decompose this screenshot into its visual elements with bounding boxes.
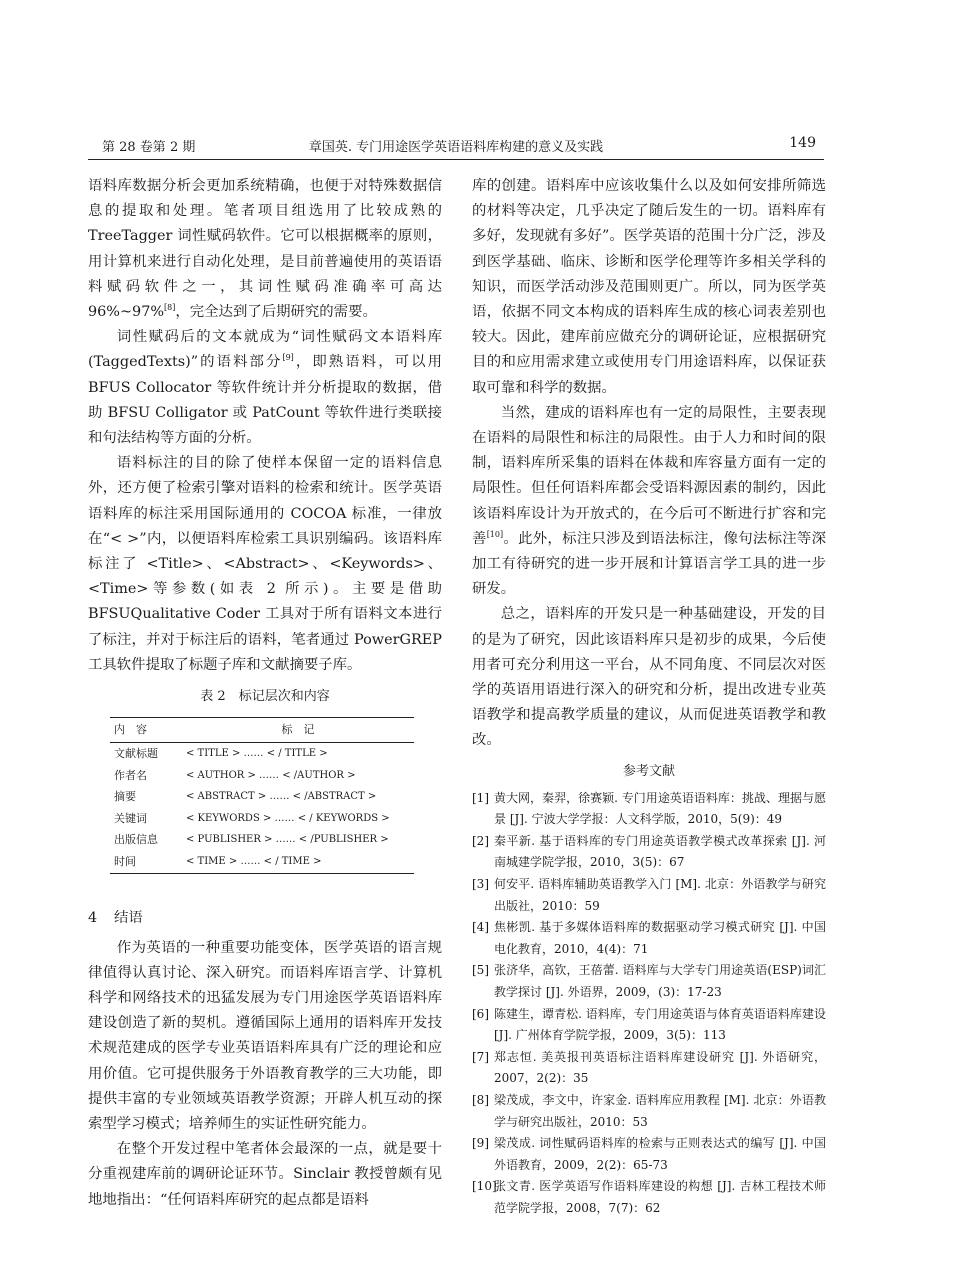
- reference-text: 郑志恒. 美英报刊英语标注语料库建设研究 [J]. 外语研究，2007，2(2)：35: [494, 1049, 826, 1086]
- reference-number: [7]: [472, 1049, 489, 1064]
- paragraph: [88, 174, 442, 325]
- paragraph-text: 词性赋码后的文本就成为“词性赋码文本语料库(TaggedTexts)”的语料部分: [88, 329, 442, 371]
- reference-item: [472, 831, 826, 874]
- page-number: 149: [789, 135, 816, 151]
- paragraph: 在整个开发过程中笔者体会最深的一点，就是要十分重视建库前的调研论证环节。Sinclair 教授曾颇有见地地指出：“任何语料库研究的起点都是语料: [88, 1141, 442, 1208]
- table-cell: 时间: [110, 851, 182, 873]
- reference-text: 梁茂成. 词性赋码语料库的检索与正则表达式的编写 [J]. 中国外语教育，2009，2(2)：65-73: [494, 1136, 826, 1172]
- section-heading: [88, 908, 442, 928]
- section-title: 结语: [114, 909, 143, 926]
- table-cell: < KEYWORDS > …… < / KEYWORDS >: [186, 812, 390, 824]
- reference-text: 黄大网，秦羿，徐赛颖. 专门用途英语语料库：挑战、理据与愿景 [J]. 宁波大学学报：人文科学版，2010，5(9)：49: [494, 790, 826, 827]
- reference-item: [472, 960, 826, 1003]
- article-running-title: 章国英. 专门用途医学英语语料库构建的意义及实践: [308, 140, 604, 155]
- reference-text: 梁茂成，李文中，许家金. 语料库应用教程 [M]. 北京：外语教学与研究出版社，2010：53: [494, 1092, 826, 1129]
- table-cell: < PUBLISHER > …… < /PUBLISHER >: [186, 834, 389, 846]
- citation: [8]: [164, 303, 176, 313]
- table-cell: < ABSTRACT > …… < /ABSTRACT >: [186, 791, 377, 803]
- table-cell: 摘要: [114, 790, 136, 804]
- paragraph-text: ，即熟语料，可以用 BFUS Collocator 等软件统计并分析提取的数据，借助 BFSU Colligator 或 PatCount 等软件进行类联接和句法结构等方面的分析。: [88, 354, 442, 447]
- reference-number: [10]: [472, 1179, 497, 1194]
- header-rule: [88, 159, 824, 160]
- table-cell: 作者名: [114, 768, 147, 782]
- table-row: [110, 786, 414, 808]
- reference-item: [472, 788, 826, 831]
- reference-number: [4]: [472, 920, 489, 935]
- paragraph: [88, 325, 442, 451]
- reference-text: 张文青. 医学英语写作语料库建设的构想 [J]. 吉林工程技术师范学院学报，2008，7(7)：62: [494, 1179, 826, 1215]
- left-column: [88, 174, 442, 1213]
- table-cell: 关键词: [114, 811, 147, 825]
- reference-number: [9]: [472, 1136, 489, 1151]
- reference-number: [1]: [472, 790, 489, 805]
- table-header-cell: 内 容: [110, 718, 182, 743]
- reference-number: [2]: [472, 833, 489, 848]
- reference-text: 何安平. 语料库辅助英语教学入门 [M]. 北京：外语教学与研究出版社，2010：59: [494, 877, 826, 913]
- paragraph-text: 当然，建成的语料库也有一定的局限性，主要表现在语料的局限性和标注的局限性。由于人力和时间的限制，语料库所采集的语料在体裁和库容量方面有一定的局限性。但任何语料库都会受语料源因素的制约，因此该语料库设计为开放式的，在今后可不断进行扩容和完善: [472, 404, 826, 547]
- table-row: [110, 808, 414, 830]
- table-cell: 文献标题: [114, 747, 158, 761]
- reference-text: 焦彬凯. 基于多媒体语料库的数据驱动学习模式研究 [J]. 中国电化教育，2010，4(4)：71: [494, 920, 826, 956]
- paragraph: 作为英语的一种重要功能变体，医学英语的语言规律值得认真讨论、深入研究。而语料库语言学、计算机科学和网络技术的迅猛发展为专门用途医学英语语料库建设创造了新的契机。遵循国际上通用的语料库开发技术规范建成的医学专业英语语料库具有广泛的理论和应用价值。它可提供服务于外语教育教学的三大功能，即提供丰富的专业领域英语教学资源；开辟人机互动的探索型学习模式；培养师生的实证性研究能力。: [88, 939, 442, 1133]
- reference-number: [6]: [472, 1006, 489, 1021]
- reference-item: [472, 917, 826, 960]
- paragraph-text: 。此外，标注只涉及到语法标注，像句法标注等深加工有待研究的进一步开展和计算语言学工具的进一步研发。: [472, 530, 826, 598]
- paragraph: 语料标注的目的除了使样本保留一定的语料信息外，还方便了检索引擎对语料的检索和统计。医学英语语料库的标注采用国际通用的 COCOA 标准，一律放在“< >”内，以便语料库检索工具识别编码。该语料库标注了 <Title>、<Abstract>、<Keywords>、<Time>等参数(如表 2 所示)。主要是借助 BFSUQualitative Coder 工具对于所有语料文本进行了标注，并对于标注后的语料，笔者通过 PowerGREP 工具软件提取了标题子库和文献摘要子库。: [88, 455, 442, 673]
- reference-item: [472, 1004, 826, 1047]
- table-row: [110, 851, 414, 873]
- references-heading: 参考文献: [622, 763, 675, 779]
- citation: [10]: [486, 530, 504, 540]
- paragraph: [472, 401, 826, 603]
- table-cell: < AUTHOR > …… < /AUTHOR >: [186, 769, 356, 781]
- reference-number: [8]: [472, 1092, 489, 1107]
- paragraph-text: ，完全达到了后期研究的需要。: [175, 304, 377, 321]
- reference-item: [472, 1133, 826, 1176]
- table-row: [110, 765, 414, 787]
- table-cell: < TITLE > …… < / TITLE >: [186, 748, 328, 760]
- paragraph: 总之，语料库的开发只是一种基础建设，开发的目的是为了研究，因此该语料库只是初步的成果，今后使用者可充分利用这一平台，从不同角度、不同层次对医学的英语用语进行深入的研究和分析，提出改进专业英语教学和提高教学质量的建议，从而促进英语教学和教改。: [472, 606, 826, 749]
- right-column: [472, 174, 826, 1220]
- reference-item: [472, 1047, 826, 1090]
- reference-number: [5]: [472, 963, 489, 978]
- reference-list: [472, 788, 826, 1220]
- table-cell: 出版信息: [114, 833, 158, 847]
- reference-text: 陈建生，谭青松. 语料库，专门用途英语与体育英语语料库建设 [J]. 广州体育学院学报，2009，3(5)：113: [494, 1006, 826, 1043]
- table-header-row: [110, 718, 414, 743]
- citation: [9]: [282, 353, 294, 363]
- table-row: [110, 743, 414, 765]
- reference-item: [472, 1176, 826, 1219]
- table-header-cell: 标 记: [182, 718, 414, 743]
- reference-text: 秦平新. 基于语料库的专门用途英语教学模式改革探索 [J]. 河南城建学院学报，2010，3(5)：67: [494, 833, 826, 870]
- table-row: [110, 829, 414, 851]
- reference-item: [472, 1090, 826, 1133]
- running-header: [88, 136, 824, 158]
- paragraph: 库的创建。语料库中应该收集什么以及如何安排所筛选的材料等决定，几乎决定了随后发生的一切。语料库有多好，发现就有多好”。医学英语的范围十分广泛，涉及到医学基础、临床、诊断和医学伦理等许多相关学科的知识，而医学活动涉及范围则更广。所以，同为医学英语，依据不同文本构成的语料库生成的核心词表差别也较大。因此，建库前应做充分的调研论证，应根据研究目的和应用需求建立或使用专门用途语料库，以保证获取可靠和科学的数据。: [472, 178, 826, 396]
- table-cell: < TIME > …… < / TIME >: [182, 851, 414, 873]
- journal-issue: 第 28 卷第 2 期: [102, 140, 196, 155]
- reference-number: [3]: [472, 877, 489, 892]
- markup-table: [110, 717, 414, 874]
- reference-text: 张济华，高钦，王蓓蕾. 语料库与大学专门用途英语(ESP)词汇教学探讨 [J]. 外语界，2009，(3)：17-23: [494, 963, 826, 1000]
- reference-item: [472, 874, 826, 917]
- table-caption: 表 2 标记层次和内容: [200, 689, 330, 705]
- paragraph-text: 语料库数据分析会更加系统精确，也便于对特殊数据信息的提取和处理。笔者项目组选用了比较成熟的 TreeTagger 词性赋码软件。它可以根据概率的原则，用计算机来进行自动化处理，是目前普遍使用的英语语料赋码软件之一，其词性赋码准确率可高达 96%~97%: [88, 178, 442, 321]
- section-number: 4: [88, 909, 98, 926]
